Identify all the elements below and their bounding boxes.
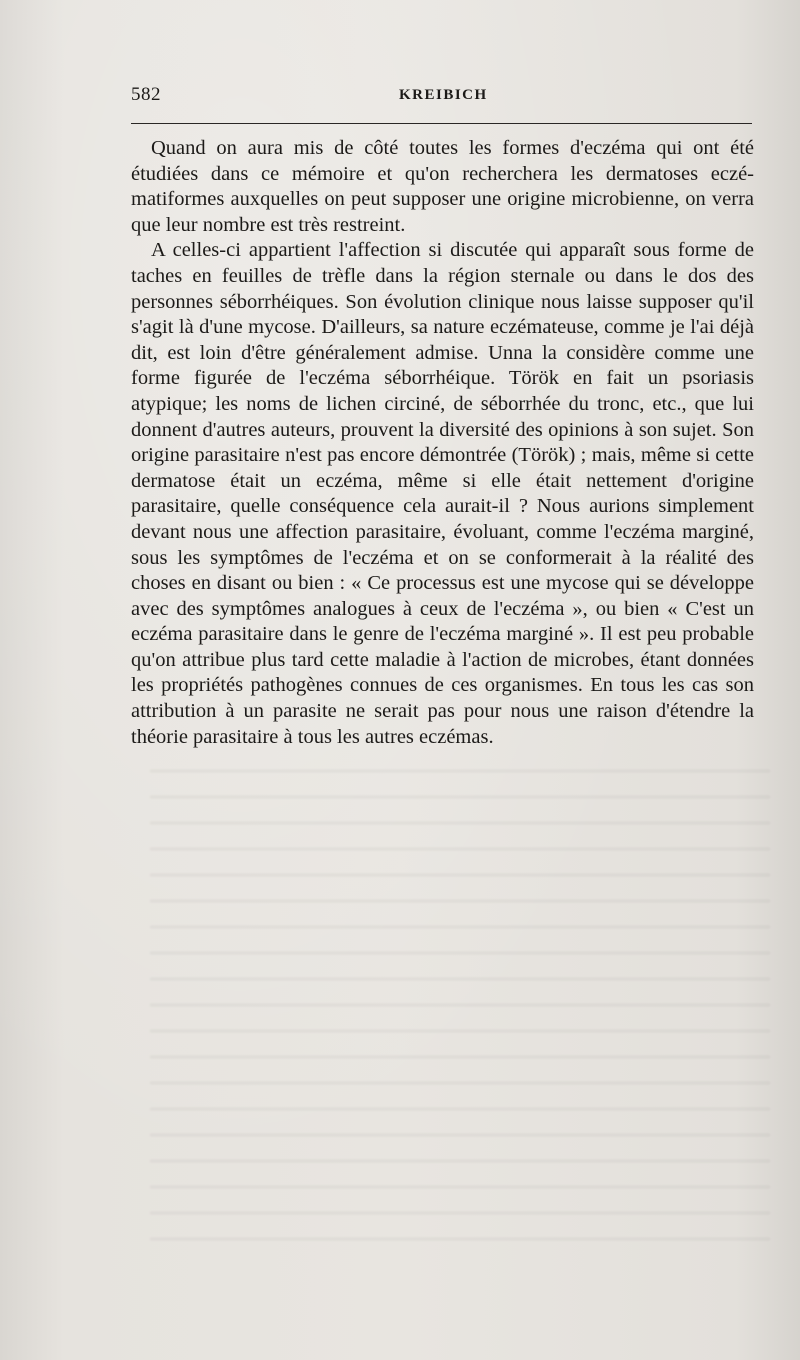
paragraph: A celles-ci appartient l'affection si discutée qui apparaît sous forme de taches en feuilles de trèfle dans la région sternale ou dans le dos des personnes séborrhéiques. Son évolution clinique nous laisse supposer qu'il s'agit là d'une mycose. D'ailleurs, sa nature eczémateuse, comme je l'ai déjà dit, est loin d'être généralement admise. Unna la considère comme une forme figurée de l'eczéma séborrhéique. Török en fait un psoriasis atypique; les noms de lichen circiné, de séborrhée du tronc, etc., que lui donnent d'autres auteurs, prouvent la diversité des opinions à son sujet. Son origine parasitaire n'est pas encore démontrée (Török) ; mais, même si cette dermatose était un eczéma, même si elle était nettement d'origine parasitaire, quelle conséquence cela aurait-il ? Nous aurions simplement devant nous une affection parasitaire, évoluant, comme l'eczéma marginé, sous les symptômes de l'eczéma et on se conformerait à la réalité des choses en disant ou bien : « Ce processus est une mycose qui se développe avec des symptômes analogues à ceux de l'eczéma », ou bien « C'est un eczéma parasitaire dans le genre de l'eczéma marginé ». Il est peu probable qu'on attribue plus tard cette maladie à l'action de microbes, étant données les propriétés pathogènes connues de ces organismes. En tous les cas son attribution à un parasite ne serait pas pour nous une raison d'étendre la théorie parasitaire à tous les autres eczémas.: [131, 239, 754, 748]
show-through-background: [150, 770, 770, 1250]
body-text: [131, 136, 754, 750]
running-head: [131, 84, 752, 108]
header-rule: [131, 123, 752, 124]
page-number: 582: [131, 84, 161, 105]
running-title: KREIBICH: [399, 87, 488, 103]
paragraph: Quand on aura mis de côté toutes les formes d'eczéma qui ont été étudiées dans ce mémoire et qu'on recherchera les dermatoses eczématiformes auxquelles on peut supposer une origine microbienne, on verra que leur nombre est très restreint.: [131, 137, 754, 236]
